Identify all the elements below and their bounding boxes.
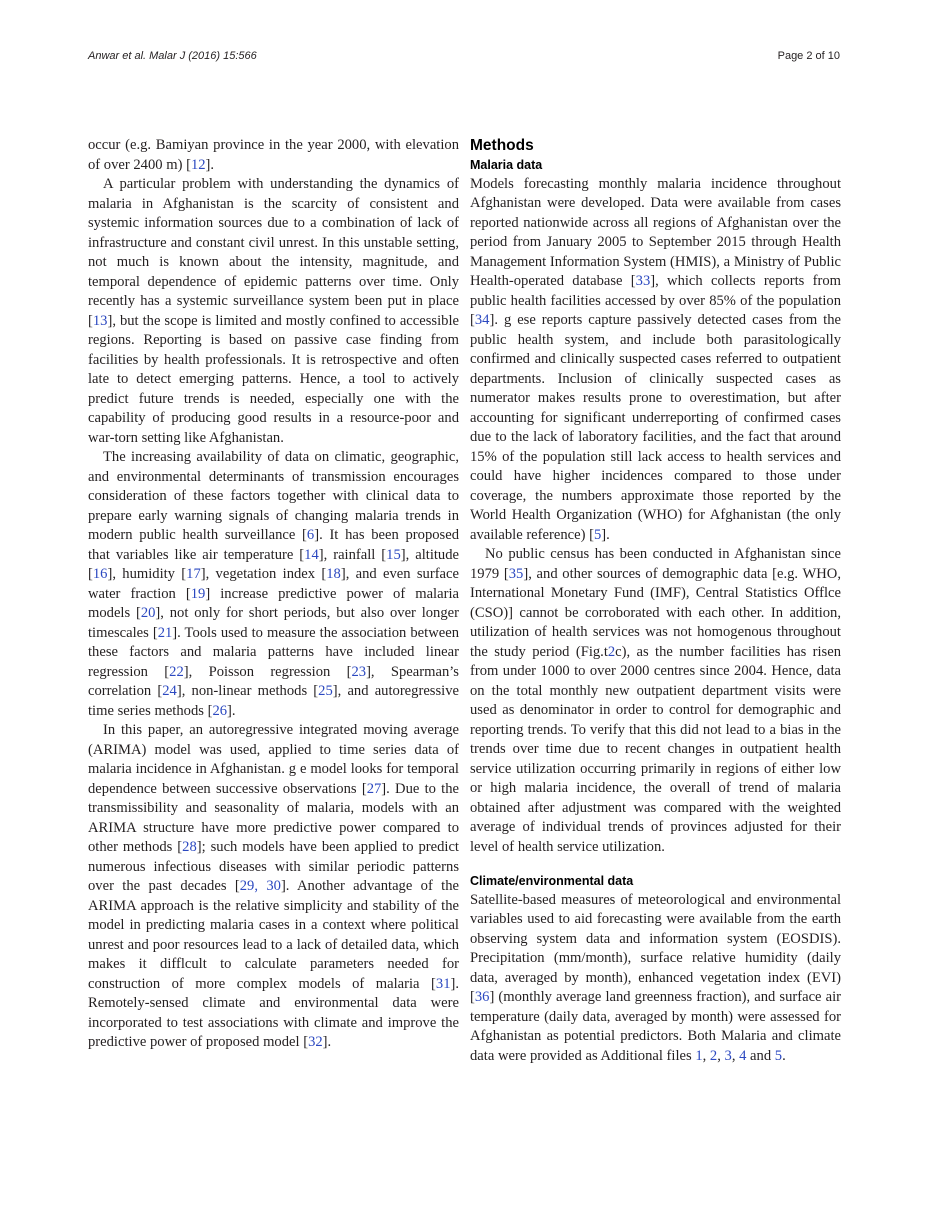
text-run: ], and even surface water fraction [ (88, 566, 459, 602)
citation-link[interactable]: 27 (366, 780, 382, 797)
text-run: ]. Another advantage of the ARIMA approach is the relative simplicity and stability of the model in predicting malaria cases in a context where political unrest and poor resources lead to a lack of detailed data, which makes it difflcult to calculate parameters needed for construction of more complex models of malaria [ (88, 878, 460, 992)
body-columns (88, 136, 841, 1066)
citation-link[interactable]: 3 (724, 1047, 732, 1064)
text-run: Models forecasting monthly malaria incidence throughout Afghanistan were developed. Data were available from cases reported nationwide across all regions of Afghanistan over the period from January 2005 to September 2015 through Health Management Information System (HMIS), a Ministry of Public Health-operated database [ (470, 175, 841, 289)
citation-link[interactable]: 2 (607, 643, 616, 660)
text-run: , (731, 1047, 740, 1064)
citation-link[interactable]: 18 (326, 566, 341, 582)
page-number: Page 2 of 10 (777, 50, 840, 62)
citation-link[interactable]: 22 (169, 663, 184, 680)
citation-link[interactable]: 32 (308, 1034, 323, 1050)
text-run: ]. Tools used to measure the association between these factors and malaria patterns have included linear regression [ (88, 624, 459, 680)
text-run: In this paper, an autoregressive integrated moving average (ARIMA) model was used, applied to time series data of malaria incidence in Afghanistan. g e model looks for temporal dependence between successive observations [ (88, 722, 459, 797)
text-run: ], and autoregressive time series methods [ (88, 683, 459, 719)
text-run: ], but the scope is limited and mostly confined to accessible regions. Reporting is based on passive case finding from facilities by health professionals. It is retrospective and often late to detect emerging patterns. Hence, a tool to actively predict future trends is needed, especially one with the capability of producing good results in a resource-poor and war-torn setting like Afghanistan. (88, 312, 459, 446)
text-run: . (782, 1047, 786, 1064)
text-run: ], non-linear methods [ (176, 683, 319, 699)
text-run: ]. g ese reports capture passively detected cases from the public health system, and include both parasitologically confirmed and clinically suspected cases referred to outpatient departments. Inclusion of clinically suspected cases as numerator makes results prone to overestimation, but after accounting for significant underreporting of confirmed cases due to the lack of laboratory facilities, and the fact that around 15% of the population still lack access to health services and could have higher incidences compared to those under coverage, the numbers approximate those reported by the World Health Organization (WHO) for Afghanistan (the only available reference) [ (470, 312, 841, 543)
text-run: ]. It has been proposed that variables like air temperature [ (88, 527, 459, 563)
text-run: ] (monthly average land greenness fraction), and surface air temperature (daily data, averaged by month) were assessed for Afghanistan as potential predictors. Both Malaria and climate data were provided as Additional files (470, 989, 841, 1064)
paragraph (88, 136, 459, 175)
citation-link[interactable]: 17 (186, 566, 201, 582)
citation-link[interactable]: 6 (306, 527, 315, 543)
citation-link[interactable]: 20 (140, 605, 156, 621)
citation-link[interactable]: 24 (162, 683, 177, 699)
text-run: ]. (601, 526, 610, 543)
text-run: and (746, 1047, 775, 1064)
subsection-heading: Climate/environmental data (470, 874, 634, 888)
citation-link[interactable]: 21 (157, 624, 173, 641)
text-run: ], vegetation index [ (200, 566, 327, 582)
text-run: ]. (322, 1034, 332, 1050)
citation-link[interactable]: 34 (474, 312, 490, 328)
citation-link[interactable]: 15 (386, 546, 401, 563)
paragraph (88, 448, 459, 721)
text-run: Satellite-based measures of meteorological and environmental variables used to aid forecasting were available from the earth observing system data and information system (EOSDIS). Precipitation (mm/month), surface relative humidity (daily data, averaged by month), enhanced vegetation index (EVI) [ (470, 891, 841, 1005)
citation-link[interactable]: 13 (92, 312, 108, 329)
text-run: c), as the number facilities has risen from under 1000 to over 2000 centres since 2004. Hence, data on the total monthly new outpatient department visits were used as denominator in order to control for demographic and reporting trends. To verify that this did not lead to a bias in the trends over time due to recent changes in outpatient health service utilization occurring primarily in regions of either low or high malaria incidence, the overall of trend of malaria obtained after adjustment was compared with the weighted average of individual trends of provinces adjusted for their level of health service utilization. (470, 643, 841, 855)
text-run: ]. (205, 156, 215, 173)
text-run: , (702, 1047, 710, 1064)
text-run: ], altitude [ (88, 546, 459, 582)
citation-link[interactable]: 2 (709, 1047, 718, 1064)
citation-link[interactable]: 35 (508, 565, 524, 582)
section-heading: Methods (470, 137, 534, 154)
right-column (470, 136, 841, 1066)
citation-link[interactable]: 36 (474, 989, 490, 1005)
text-run: , (717, 1047, 725, 1064)
text-run: A particular problem with understanding the dynamics of malaria in Afghanistan is the scarcity of consistent and systemic information sources due to a combination of lack of infrastructure and constant civil unrest. In this unstable setting, not much is known about the intensity, magnitude, and temporal dependence of epidemic patterns over time. Only recently has a systemic surveillance system been put in place [ (88, 176, 459, 329)
subsection-heading: Malaria data (470, 158, 543, 172)
paragraph (470, 891, 841, 1067)
text-run: ]. (227, 702, 236, 719)
text-run: ], humidity [ (107, 566, 187, 582)
citation-link[interactable]: 5 (774, 1047, 783, 1064)
text-run: ]. Due to the transmissibility and seasonality of malaria, models with an ARIMA structure have more predictive power compared to other methods [ (88, 780, 460, 855)
citation-link[interactable]: 12 (190, 156, 206, 173)
citation-link[interactable]: 16 (92, 566, 108, 582)
citation-link[interactable]: 19 (190, 585, 206, 602)
paragraph (470, 545, 841, 857)
citation-link[interactable]: 33 (635, 273, 651, 289)
text-run: ]. Remotely-sensed climate and environmental data were incorporated to test associations with climate and improve the predictive power of proposed model [ (88, 975, 459, 1050)
paragraph (470, 175, 841, 546)
citation-link[interactable]: 5 (593, 526, 602, 543)
citation-link[interactable]: 23 (351, 663, 367, 680)
text-run: ], Spearman’s correlation [ (88, 663, 459, 699)
citation-link[interactable]: 28 (182, 839, 197, 855)
citation-link[interactable]: 25 (318, 683, 333, 699)
text-run: ], which collects reports from public health facilities accessed by over 85% of the population [ (470, 273, 841, 328)
running-head-citation: Anwar et al. Malar J (2016) 15:566 (88, 50, 257, 62)
left-column (88, 136, 459, 1066)
running-head (88, 50, 840, 62)
text-run: The increasing availability of data on climatic, geographic, and environmental determinants of transmission encourages consideration of these factors together with clinical data to prepare early warning signals of changing malaria trends in modern public health surveillance [ (88, 449, 459, 543)
citation-link[interactable]: 14 (304, 546, 319, 563)
text-run: ], rainfall [ (318, 546, 387, 563)
text-run: occur (e.g. Bamiyan province in the year 2000, with elevation of over 2400 m) [ (88, 137, 459, 173)
paragraph (88, 175, 459, 448)
citation-link[interactable]: 4 (739, 1047, 747, 1064)
text-run: ], not only for short periods, but also over longer timescales [ (88, 605, 459, 641)
citation-link[interactable]: 26 (212, 702, 228, 719)
text-run: ], Poisson regression [ (183, 663, 352, 680)
text-run: No public census has been conducted in Afghanistan since 1979 [ (470, 546, 841, 582)
text-run: ]; such models have been applied to predict numerous infectious diseases with similar periodic patterns over the past decades [ (88, 839, 459, 894)
paragraph (88, 721, 459, 1053)
text-run: ], and other sources of demographic data [e.g. WHO, International Monetary Fund (IMF), Central Statistics Offlce (CSO)] cannot be corroborated with each other. In addition, utilization of health services was not homogenous throughout the study period (Fig.t (470, 565, 841, 660)
citation-link[interactable]: 29, 30 (239, 878, 281, 894)
citation-link[interactable]: 1 (695, 1047, 703, 1064)
text-run: ] increase predictive power of malaria models [ (88, 585, 459, 621)
citation-link[interactable]: 31 (435, 975, 451, 992)
